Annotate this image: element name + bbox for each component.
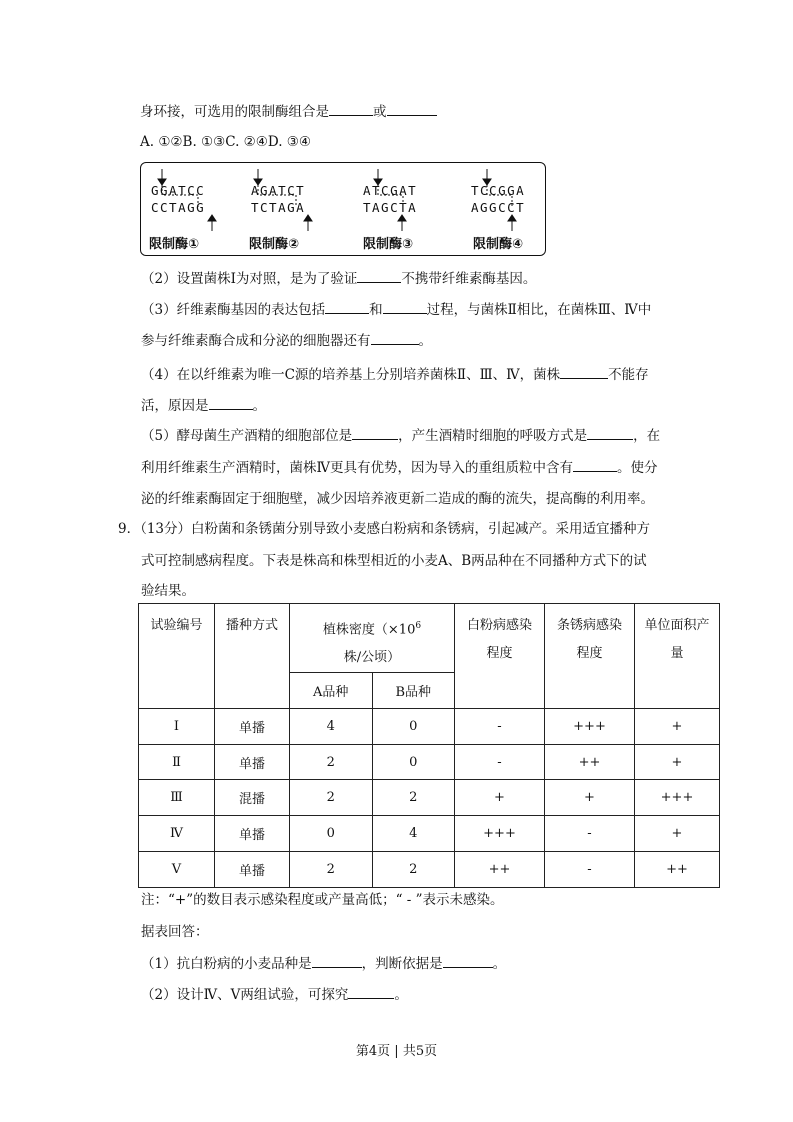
enzyme2-label: 限制酶②: [249, 237, 300, 252]
table-row: Ⅰ 单播 4 0 - +++ +: [139, 709, 720, 745]
answer-blank[interactable]: [443, 953, 493, 968]
question-9: 9．（13分）白粉菌和条锈菌分别导致小麦感白粉病和条锈病，引起减产。采用适宜播种方: [118, 521, 651, 537]
choices-line: A. ①②B. ①③C. ②④D. ③④: [140, 134, 312, 150]
header-yield: 单位面积产量: [635, 604, 720, 709]
header-id: 试验编号: [139, 604, 215, 709]
header-powdery: 白粉病感染程度: [455, 604, 545, 709]
enzyme3-top-strand: ATCGAT: [363, 183, 418, 198]
question-3-cont: 参与纤维素酶合成和分泌的细胞器还有 。: [141, 330, 432, 351]
answer-blank[interactable]: [348, 984, 394, 999]
table-row: Ⅲ 混播 2 2 + + +++: [139, 780, 720, 816]
header-method: 播种方式: [215, 604, 290, 709]
enzyme1-top-strand: GGATCC: [151, 183, 206, 198]
answer-intro: 据表回答：: [141, 924, 209, 940]
restriction-enzyme-figure: [140, 162, 546, 256]
question-3: （3）纤维素酶基因的表达包括 和 过程，与菌株Ⅱ相比，在菌株Ⅲ、Ⅳ中: [141, 299, 651, 320]
answer-blank[interactable]: [325, 299, 369, 314]
answer-blank[interactable]: [312, 953, 362, 968]
enzyme2-top-strand: AGATCT: [251, 183, 306, 198]
results-table: [138, 603, 720, 888]
question-4-cont: 活，原因是 。: [141, 395, 266, 416]
question-4: （4）在以纤维素为唯一C源的培养基上分别培养菌株Ⅱ、Ⅲ、Ⅳ，菌株 不能存: [141, 364, 649, 385]
answer-2: （2）设计Ⅳ、Ⅴ两组试验，可探究 。: [141, 984, 408, 1005]
table-row: Ⅳ 单播 0 4 +++ - +: [139, 816, 720, 852]
header-variety-b: B品种: [372, 673, 455, 709]
table-row: Ⅱ 单播 2 0 - ++ +: [139, 745, 720, 780]
answer-blank[interactable]: [383, 299, 427, 314]
answer-blank[interactable]: [352, 425, 398, 440]
header-variety-a: A品种: [290, 673, 373, 709]
answer-blank[interactable]: [587, 425, 633, 440]
enzyme4-bottom-strand: AGGCCT: [471, 200, 526, 215]
table-note: 注：“+”的数目表示感染程度或产量高低；“ - ”表示未感染。: [141, 892, 504, 908]
table-row: Ⅴ 单播 2 2 ++ - ++: [139, 852, 720, 888]
question-9-cont2: 验结果。: [141, 583, 195, 599]
question-line: 身环接，可选用的限制酶组合是 或: [140, 101, 437, 122]
answer-blank[interactable]: [371, 330, 419, 345]
answer-blank[interactable]: [357, 268, 401, 283]
question-2: （2）设置菌株Ⅰ为对照，是为了验证 不携带纤维素酶基因。: [141, 268, 536, 289]
enzyme2-bottom-strand: TCTAGA: [251, 200, 306, 215]
enzyme1-bottom-strand: CCTAGG: [151, 200, 206, 215]
question-9-cont: 式可控制感病程度。下表是株高和株型相近的小麦A、B两品种在不同播种方式下的试: [141, 553, 647, 569]
answer-blank[interactable]: [573, 457, 617, 472]
answer-1: （1）抗白粉病的小麦品种是 ，判断依据是 。: [141, 953, 506, 974]
question-5-cont: 利用纤维素生产酒精时，菌株Ⅳ更具有优势，因为导入的重组质粒中含有 。使分: [141, 457, 658, 478]
answer-blank[interactable]: [209, 395, 253, 410]
question-5: （5）酵母菌生产酒精的细胞部位是 ，产生酒精时细胞的呼吸方式是 ，在: [141, 425, 660, 446]
header-density: 植株密度（$\times 10^6$株/公顷）: [290, 604, 455, 673]
enzyme3-bottom-strand: TAGCTA: [363, 200, 418, 215]
enzyme1-label: 限制酶①: [149, 237, 200, 252]
answer-blank[interactable]: [329, 101, 373, 116]
header-rust: 条锈病感染程度: [545, 604, 635, 709]
enzyme3-label: 限制酶③: [363, 237, 414, 252]
answer-blank[interactable]: [560, 364, 608, 379]
answer-blank[interactable]: [387, 101, 437, 116]
question-5-cont2: 泌的纤维素酶固定于细胞壁，减少因培养液更新二造成的酶的流失，提高酶的利用率。: [141, 491, 654, 507]
enzyme4-label: 限制酶④: [473, 237, 524, 252]
page-footer: 第4页 | 共5页: [355, 1044, 438, 1059]
enzyme4-top-strand: TCCGGA: [471, 183, 526, 198]
